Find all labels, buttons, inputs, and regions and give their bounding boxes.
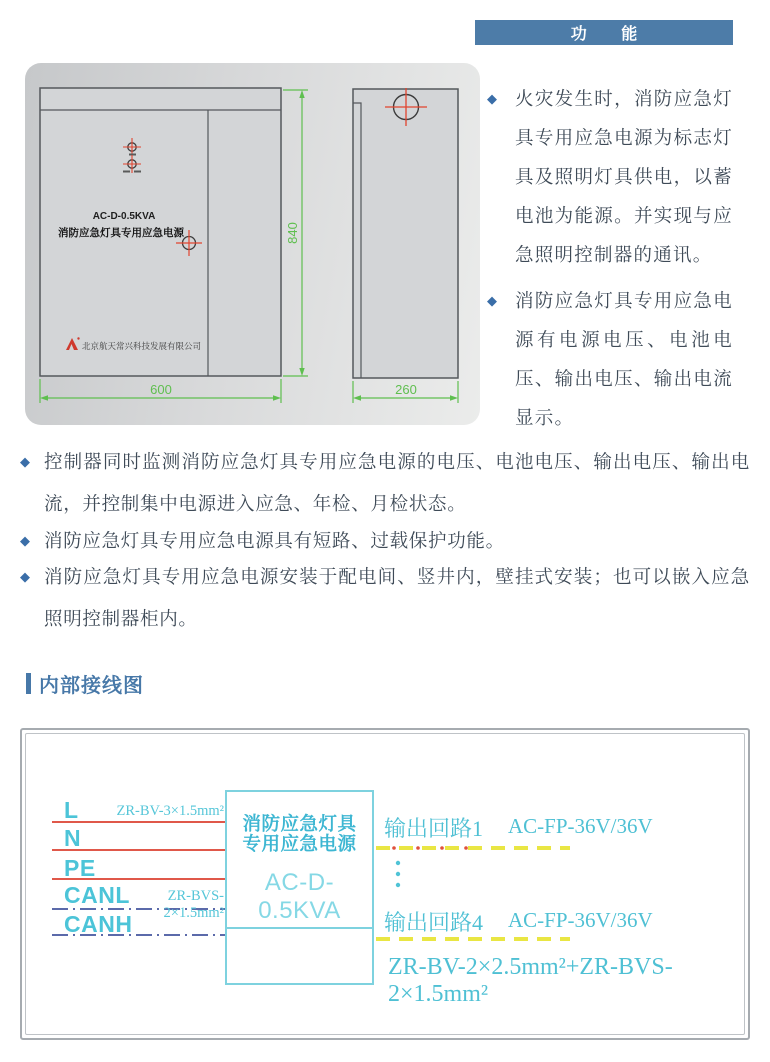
wiring-diagram — [20, 728, 750, 1040]
can-cable-spec: ZR-BVS-2×1.5mm² — [163, 888, 224, 921]
tiny-label-marks — [123, 171, 130, 173]
dim-depth-label: 260 — [395, 382, 417, 397]
feature-item — [487, 79, 735, 274]
section-accent-bar — [26, 673, 31, 694]
feature-text: 控制器同时监测消防应急灯具专用应急电源的电压、电池电压、输出电压、输出电流，并控制集中电源进入应急、年检、月检状态。 — [44, 451, 750, 514]
input-cable-spec: ZR-BV-3×1.5mm² — [116, 803, 224, 819]
banner-title: 功 能 — [570, 26, 653, 43]
diamond-bullet-icon: ◆ — [487, 293, 497, 308]
terminal-label-L: L — [64, 797, 79, 823]
dim-height-label: 840 — [285, 222, 300, 244]
feature-text: 火灾发生时，消防应急灯具专用应急电源为标志灯具及照明灯具供电，以蓄电池为能源。并实现与应急照明控制器的通讯。 — [515, 88, 733, 265]
diamond-bullet-icon: ◆ — [20, 569, 30, 584]
dimension-drawing-panel — [25, 63, 480, 425]
function-banner — [475, 20, 733, 45]
feature-text: 消防应急灯具专用应急电源有电源电压、电池电压、输出电压、输出电流显示。 — [515, 290, 733, 428]
feature-text: 消防应急灯具专用应急电源具有短路、过载保护功能。 — [44, 530, 505, 551]
tiny-label-marks — [134, 171, 141, 173]
section-header — [18, 669, 144, 698]
terminal-label-N: N — [64, 825, 82, 851]
device-model: AC-D-0.5KVA — [258, 869, 341, 924]
section-title: 内部接线图 — [39, 675, 144, 697]
device-box-divider — [227, 927, 372, 929]
cabinet-drawing — [25, 63, 480, 425]
output-circuit-1-label: 输出回路1 — [384, 816, 484, 841]
terminal-label-CANH: CANH — [64, 911, 133, 937]
output-circuit-4-load: AC-FP-36V/36V — [508, 908, 653, 932]
device-name-line1: 消防应急灯具 — [242, 813, 357, 834]
diamond-bullet-icon: ◆ — [20, 454, 30, 469]
feature-item — [487, 281, 735, 437]
feature-item — [20, 556, 750, 640]
company-name-text: 北京航天常兴科技发展有限公司 — [82, 341, 202, 351]
feature-text: 消防应急灯具专用应急电源安装于配电间、竖井内，壁挂式安装；也可以嵌入应急照明控制器柜内。 — [44, 566, 750, 629]
output-cable-spec: ZR-BV-2×2.5mm²+ZR-BVS-2×1.5mm² — [388, 954, 673, 1007]
ellipsis-dots — [396, 861, 400, 887]
device-box — [225, 790, 374, 985]
device-name-line2: 专用应急电源 — [242, 833, 357, 854]
feature-item — [20, 441, 750, 525]
diamond-bullet-icon: ◆ — [20, 533, 30, 548]
front-model-text: AC-D-0.5KVA — [92, 211, 156, 222]
front-view — [40, 88, 281, 376]
output-circuit-4-label: 输出回路4 — [384, 910, 484, 935]
front-name-text: 消防应急灯具专用应急电源 — [58, 227, 184, 239]
feature-list-column — [487, 79, 735, 437]
output-circuit-1-load: AC-FP-36V/36V — [508, 814, 653, 838]
side-view — [353, 88, 458, 378]
terminal-label-CANL: CANL — [64, 882, 130, 908]
dim-width-label: 600 — [150, 382, 172, 397]
terminal-label-PE: PE — [64, 855, 96, 881]
diamond-bullet-icon: ◆ — [487, 91, 497, 106]
